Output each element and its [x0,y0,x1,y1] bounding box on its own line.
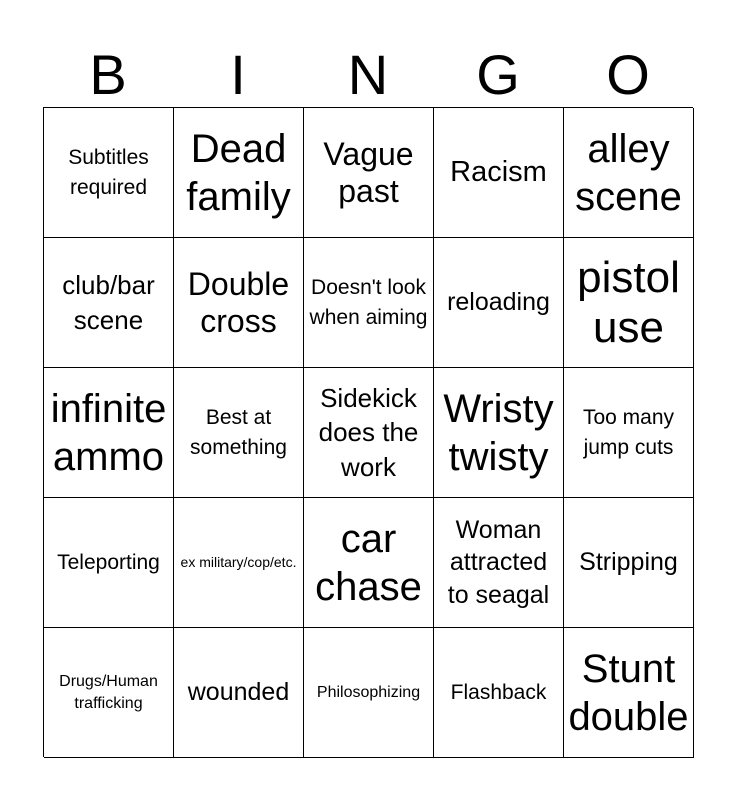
cell-label: Racism [450,155,547,188]
bingo-cell[interactable] [434,628,564,758]
bingo-cell[interactable] [434,368,564,498]
cell-label: Flashback [450,680,547,704]
header-letter-i: I [230,43,246,106]
cell-label: Sidekick does the work [318,383,419,482]
cell-label: Vague past [323,135,414,209]
cell-label: infinite ammo [50,386,167,479]
cell-label: Philosophizing [316,683,421,701]
bingo-cell[interactable] [564,498,694,628]
bingo-header [43,44,693,106]
cell-label: Wristy twisty [443,386,554,479]
cell-label: Dead family [186,126,291,219]
bingo-cell[interactable] [304,108,434,238]
cell-label: Stripping [579,548,678,577]
bingo-cell[interactable] [174,498,304,628]
bingo-cell[interactable] [44,238,174,368]
bingo-cell[interactable] [304,238,434,368]
bingo-cell[interactable] [564,108,694,238]
header-letter-g: G [476,43,520,106]
bingo-cell[interactable] [564,628,694,758]
cell-label: Teleporting [57,550,160,574]
cell-label: Best at something [190,406,287,459]
cell-label: club/bar scene [62,270,155,335]
bingo-cell[interactable] [434,108,564,238]
bingo-cell[interactable] [174,628,304,758]
bingo-cell[interactable] [44,498,174,628]
cell-label: Too many jump cuts [582,406,675,459]
bingo-cell[interactable] [174,368,304,498]
header-letter-n: N [347,43,389,106]
cell-label: Drugs/Human trafficking [59,672,158,712]
bingo-cell[interactable] [434,498,564,628]
cell-label: pistol use [577,253,680,352]
bingo-cell[interactable] [44,368,174,498]
cell-label: Woman attracted to seagal [447,515,550,609]
cell-label: Doesn't look when aiming [309,276,428,329]
cell-label: wounded [187,678,290,707]
bingo-cell[interactable] [564,238,694,368]
bingo-cell[interactable] [564,368,694,498]
cell-label: ex military/cop/etc. [180,554,297,571]
cell-label: reloading [447,288,550,317]
bingo-cell[interactable] [304,628,434,758]
bingo-board [43,107,693,757]
bingo-cell[interactable] [174,108,304,238]
bingo-cell[interactable] [304,498,434,628]
cell-label: Double cross [187,265,290,339]
bingo-cell[interactable] [304,368,434,498]
cell-label: car chase [315,516,422,609]
bingo-cell[interactable] [434,238,564,368]
cell-label: alley scene [575,126,682,219]
header-letter-b: B [89,43,127,106]
bingo-cell[interactable] [44,628,174,758]
bingo-cell[interactable] [44,108,174,238]
cell-label: Subtitles required [68,146,149,199]
header-letter-o: O [606,43,650,106]
bingo-cell[interactable] [174,238,304,368]
cell-label: Stunt double [568,646,689,739]
